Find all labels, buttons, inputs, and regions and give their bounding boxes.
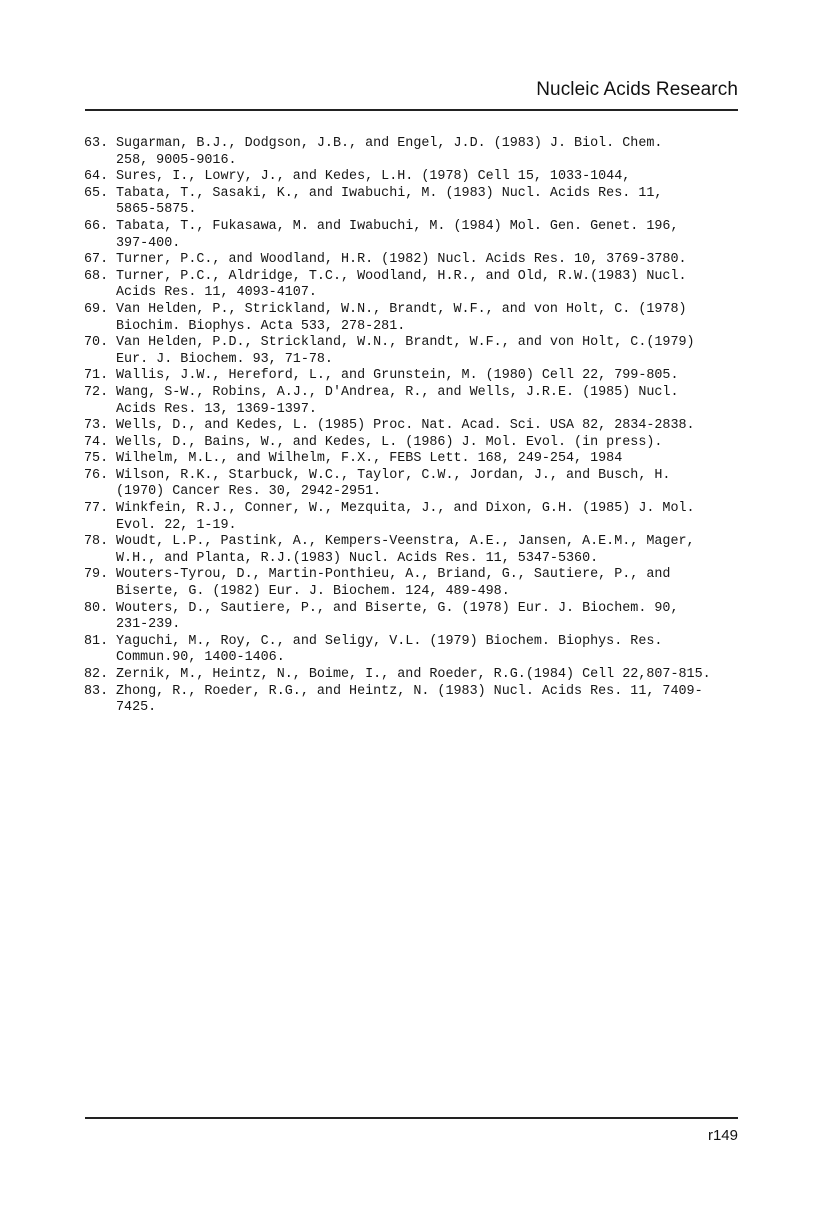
- reference-text: Wallis, J.W., Hereford, L., and Grunstein, M. (1980) Cell 22, 799-805.: [116, 368, 679, 384]
- reference-number: 83.: [84, 683, 109, 699]
- reference-number: 76.: [84, 467, 109, 483]
- reference-number: 71.: [84, 368, 109, 384]
- reference-text: Turner, P.C., Aldridge, T.C., Woodland, H.R., and Old, R.W.(1983) Nucl. Acids Res. 11, 4093-4107.: [116, 268, 687, 301]
- reference-number: 77.: [84, 501, 109, 517]
- reference-text: Wells, D., and Kedes, L. (1985) Proc. Nat. Acad. Sci. USA 82, 2834-2838.: [116, 418, 695, 434]
- reference-item: [84, 136, 744, 169]
- page-number: r149: [707, 1127, 738, 1144]
- reference-number: 68.: [84, 268, 109, 284]
- reference-text: Winkfein, R.J., Conner, W., Mezquita, J., and Dixon, G.H. (1985) J. Mol. Evol. 22, 1-19.: [116, 501, 695, 533]
- reference-text: Turner, P.C., and Woodland, H.R. (1982) Nucl. Acids Res. 10, 3769-3780.: [116, 252, 687, 268]
- journal-title: Nucleic Acids Research: [536, 79, 738, 100]
- reference-text: Tabata, T., Fukasawa, M. and Iwabuchi, M. (1984) Mol. Gen. Genet. 196, 397-400.: [116, 218, 679, 251]
- reference-item: [84, 684, 744, 717]
- reference-item: [84, 468, 744, 501]
- reference-number: 74.: [84, 434, 109, 450]
- reference-number: 80.: [84, 600, 109, 616]
- reference-text: Wilson, R.K., Starbuck, W.C., Taylor, C.W., Jordan, J., and Busch, H. (1970) Cancer Res. 30, 2942-2951.: [116, 467, 671, 500]
- reference-item: [84, 186, 744, 219]
- reference-item: [84, 335, 744, 368]
- reference-number: 63.: [84, 136, 109, 151]
- reference-item: [84, 219, 744, 252]
- reference-number: 81.: [84, 633, 109, 649]
- reference-text: Wang, S-W., Robins, A.J., D'Andrea, R., and Wells, J.R.E. (1985) Nucl. Acids Res. 13, 1369-1397.: [116, 384, 679, 417]
- reference-text: Wilhelm, M.L., and Wilhelm, F.X., FEBS Lett. 168, 249-254, 1984: [116, 451, 623, 467]
- reference-item: [84, 634, 744, 667]
- reference-text: Tabata, T., Sasaki, K., and Iwabuchi, M. (1983) Nucl. Acids Res. 11, 5865-5875.: [116, 185, 663, 218]
- reference-number: 65.: [84, 185, 109, 201]
- reference-number: 75.: [84, 451, 109, 467]
- reference-number: 72.: [84, 384, 109, 400]
- reference-item: [84, 567, 744, 600]
- reference-number: 64.: [84, 169, 109, 185]
- reference-number: 69.: [84, 301, 109, 317]
- reference-list: [84, 136, 744, 717]
- reference-item: [84, 435, 744, 452]
- reference-text: Sures, I., Lowry, J., and Kedes, L.H. (1978) Cell 15, 1033-1044,: [116, 169, 631, 185]
- reference-item: [84, 601, 744, 634]
- reference-item: [84, 169, 744, 186]
- reference-item: [84, 269, 744, 302]
- reference-item: [84, 501, 744, 534]
- reference-item: [84, 252, 744, 269]
- reference-number: 73.: [84, 418, 109, 434]
- reference-item: [84, 667, 744, 684]
- footer-rule: [85, 1117, 738, 1119]
- reference-number: 67.: [84, 252, 109, 268]
- reference-text: Van Helden, P.D., Strickland, W.N., Brandt, W.F., and von Holt, C.(1979) Eur. J. Biochem. 93, 71-78.: [116, 335, 695, 367]
- reference-number: 66.: [84, 218, 109, 234]
- reference-text: Zhong, R., Roeder, R.G., and Heintz, N. (1983) Nucl. Acids Res. 11, 7409- 7425.: [116, 683, 703, 716]
- reference-text: Wouters-Tyrou, D., Martin-Ponthieu, A., Briand, G., Sautiere, P., and Biserte, G. (1982) Eur. J. Biochem. 124, 489-498.: [116, 567, 671, 600]
- reference-item: [84, 302, 744, 335]
- reference-text: Sugarman, B.J., Dodgson, J.B., and Engel, J.D. (1983) J. Biol. Chem. 258, 9005-9016.: [116, 136, 663, 168]
- reference-text: Woudt, L.P., Pastink, A., Kempers-Veenstra, A.E., Jansen, A.E.M., Mager, W.H., and Planta, R.J.(1983) Nucl. Acids Res. 11, 5347-5360.: [116, 534, 695, 566]
- reference-text: Van Helden, P., Strickland, W.N., Brandt, W.F., and von Holt, C. (1978) Biochim. Biophys. Acta 533, 278-281.: [116, 301, 687, 334]
- reference-text: Wouters, D., Sautiere, P., and Biserte, G. (1978) Eur. J. Biochem. 90, 231-239.: [116, 600, 679, 633]
- reference-number: 82.: [84, 667, 109, 682]
- reference-item: [84, 368, 744, 385]
- header-rule: [85, 109, 738, 111]
- reference-text: Wells, D., Bains, W., and Kedes, L. (1986) J. Mol. Evol. (in press).: [116, 434, 663, 450]
- reference-number: 78.: [84, 534, 109, 550]
- reference-item: [84, 385, 744, 418]
- reference-text: Yaguchi, M., Roy, C., and Seligy, V.L. (1979) Biochem. Biophys. Res. Commun.90, 1400-1406.: [116, 633, 663, 666]
- reference-number: 79.: [84, 567, 109, 583]
- reference-number: 70.: [84, 335, 109, 351]
- reference-item: [84, 451, 744, 468]
- reference-item: [84, 534, 744, 567]
- reference-item: [84, 418, 744, 435]
- reference-text: Zernik, M., Heintz, N., Boime, I., and Roeder, R.G.(1984) Cell 22,807-815.: [116, 667, 711, 682]
